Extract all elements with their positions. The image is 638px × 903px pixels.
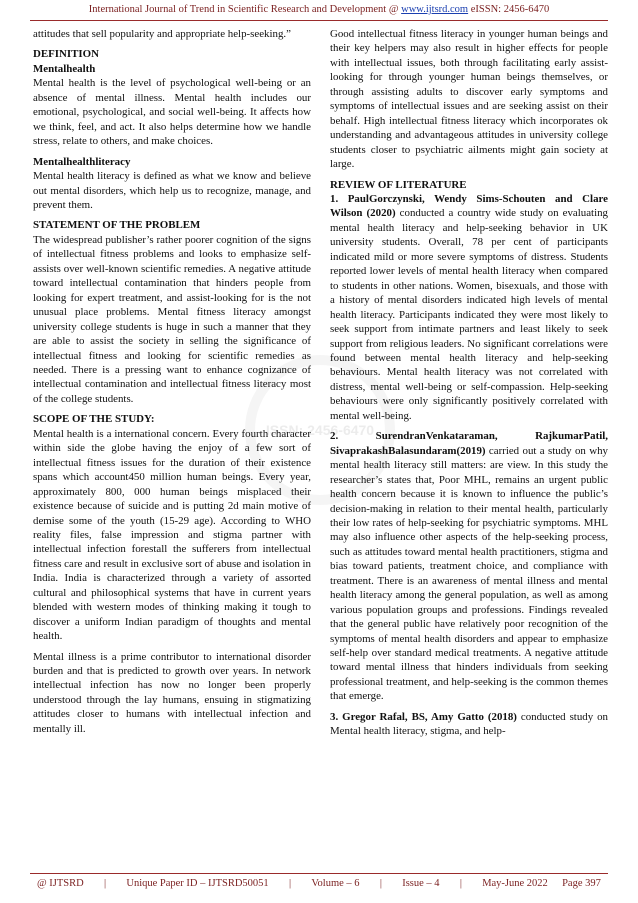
watermark-text: ISSN: 2456-6470	[265, 422, 375, 438]
journal-website-link[interactable]: www.ijtsrd.com	[401, 4, 469, 15]
right-column	[330, 27, 608, 745]
footer-separator: |	[288, 878, 292, 889]
mentalhealthliteracy-subheading: Mentalhealthliteracy	[33, 155, 131, 168]
reference-2-text: carried out a study on why mental health literacy still matters: are view. In this study the researcher’s states that, Poor MHL, remains an urgent public health concern because it is known to influence the public’s decision-making in relation to their mental health, particularly their low rates of help-seeking for psychiatric symptoms. MHL may also influence other aspects of the help-seeking process, such as attitudes toward mental health practitioners, stigma and bias toward patients, treatment choice, and compliance with treatment. There is an awareness of mental illness and mental health literacy among the general population, as well as among various population groups and professions. Findings revealed that the general public have relatively poor recognition of the symptoms of mental health disorders and appear to emphasize self-help over standard medical treatments. A negative attitude toward mental illness that hinders individuals from seeking professional treatment, and help-seeking is the common themes that emerge.	[330, 444, 608, 703]
header-issn: eISSN: 2456-6470	[468, 4, 550, 15]
left-column	[33, 27, 311, 742]
footer-issue: Issue – 4	[402, 878, 440, 889]
header-journal-title: International Journal of Trend in Scientific Research and Development @	[88, 4, 402, 15]
reference-2	[330, 429, 608, 704]
review-heading: REVIEW OF LITERATURE	[330, 178, 467, 191]
mentalhealthliteracy-paragraph: Mental health literacy is defined as what we know and believe out mental disorders, which help us to recognize, manage, and prevent them.	[33, 170, 311, 211]
reference-1	[330, 192, 608, 423]
intro-paragraph: attitudes that sell popularity and appropriate help-seeking.”	[33, 28, 291, 40]
running-footer	[37, 878, 601, 889]
reference-2-authors: 2. SurendranVenkataraman, RajkumarPatil, SivaprakashBalasundaram(2019)	[330, 430, 608, 457]
problem-heading: STATEMENT OF THE PROBLEM	[33, 219, 201, 232]
right-intro-paragraph: Good intellectual fitness literacy in younger human beings and their key helpers may also result in higher effects for people with intellectual issues, both through facilitating early assist-looking for through younger human beings themselves, or through assisting adults to discover early symptoms and symptoms of intellectual issues and are seeking assist on their behalf. High intellectual fitness literacy which incorporates ok understanding and advantageous attitudes in university college students closer to psychiatric ailments might gain society at large.	[330, 28, 608, 171]
footer-separator: |	[459, 878, 462, 889]
mentalhealth-paragraph: Mental health is the level of psychological well-being or an absence of mental illness. Mental health includes our emotional, psychological, and social well-being. It affects how we think, feel, and act. It also helps determine how we handle stress, relate to others, and make choices.	[33, 77, 311, 148]
footer-paper-id: Unique Paper ID – IJTSRD50051	[126, 878, 269, 889]
footer-separator: |	[103, 878, 107, 889]
mental-illness-paragraph: Mental illness is a prime contributor to international disorder burden and that is predicted to growth over years. In network intellectual infection has now no longer been properly understood through the lay humans, ensuing in stigmatizing attitudes closer to humans with intellectual infection and mentally ill.	[33, 650, 311, 735]
reference-3-authors: 3. Gregor Rafal, BS, Amy Gatto (2018)	[330, 710, 517, 723]
header-divider	[30, 20, 608, 21]
scope-heading: SCOPE OF THE STUDY:	[33, 413, 155, 426]
definition-heading: DEFINITION	[33, 48, 99, 61]
reference-1-text: conducted a country wide study on evaluating mental health literacy and help-seeking behavior in UK university students. Overall, 78 per cent of participants indicated mild or more severe symptoms of distress. Students reported lower levels of mental health literacy when compared to students in other nations. Women, bisexuals, and those with a history of mental disorders indicated high levels of mental health literacy. Participants indicated they were most likely to seek support from intimate partners and least likely to seek support from religious leaders. No significant correlations were found between mental health literacy and help-seeking behaviours. Mental health literacy was not correlated with distress, mental well-being or self-compassion. Help-seeking behaviours were only significantly positively correlated with mental well-being.	[330, 207, 609, 422]
footer-divider	[30, 873, 608, 874]
footer-page-number: Page 397	[562, 878, 601, 889]
footer-date: May-June 2022	[482, 878, 548, 889]
footer-journal: @ IJTSRD	[37, 878, 84, 889]
reference-1-authors: 1. PaulGorczynski, Wendy Sims-Schouten and Clare Wilson (2020)	[330, 192, 608, 220]
problem-paragraph: The widespread publisher’s rather poorer cognition of the signs of intellectual fitness problems and looks to emphasize self-assists over well-known scientific remedies. A negative attitude toward intellectual contamination that hinders people from looking for expert treatment, and assist-looking for is the not unusual place problems. Mental fitness literacy amongst university college students is huge in such a manner that they are able to assist the society in selling the significance of intellectual fitness and looking for scientific remedies as needed. There is a pressing want to enhance cognizance of intellectual contamination and intellectual fitness literacy most of the college students.	[33, 233, 311, 405]
footer-separator: |	[379, 878, 382, 889]
reference-3	[330, 710, 608, 739]
reference-3-text: conducted study on Mental health literacy, stigma, and help-	[330, 710, 609, 738]
mentalhealth-subheading: Mentalhealth	[33, 62, 96, 75]
running-header	[0, 4, 638, 15]
footer-volume: Volume – 6	[311, 878, 360, 889]
scope-paragraph: Mental health is a international concern. Every fourth character within side the globe having the enjoy of a few sort of intellectual fitness issues for the duration of their existence spans which account450 million human beings. Every year, approximately 800, 000 human beings misplaced their existence because of suicide and is putting 2d main motive of demise some of the youth (15-29 age). According to WHO reality files, false impression and stigma partner with intellectual infection forestall the sufferers from intellectual fitness care and result in exclusive sort of abuse and isolation in India. India is characterized through a variety of assorted cultural and philosophical systems that have in current years blended with western modes of thinking making it tough to discover a uniform Indian paradigm of thoughts and mental health.	[33, 427, 311, 643]
